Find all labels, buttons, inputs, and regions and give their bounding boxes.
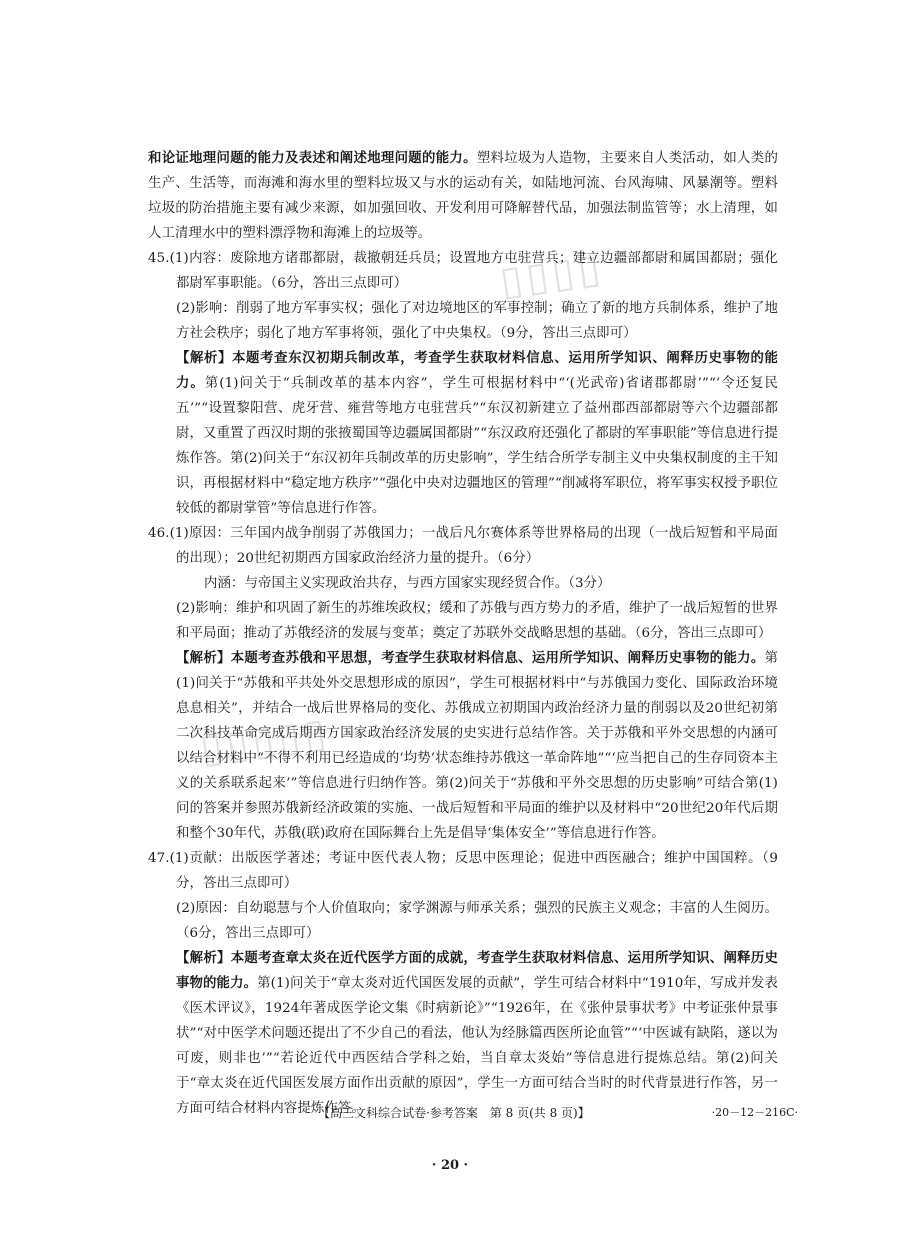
geography-answer-paragraph	[148, 146, 778, 246]
q46-analysis	[148, 646, 778, 846]
q45-analysis-text: 第(1)问关于“兵制改革的基本内容”，学生可根据材料中“‘(光武帝)省诸郡都尉’”“‘令还复民五’”“设置黎阳营、虎牙营、雍营等地方屯驻营兵”“东汉初新建立了益州郡西部都尉等六个边疆部都尉，又重置了西汉时期的张掖蜀国等边疆属国都尉”“东汉政府还强化了都尉的军事职能”等信息进行提炼作答。第(2)问关于“东汉初年兵制改革的历史影响”，学生结合所学专制主义中央集权制度的主干知识，再根据材料中“稳定地方秩序”“强化中央对边疆地区的管理”“削减将军职位，将军事实权授予职位较低的都尉掌管”等信息进行作答。	[176, 376, 778, 516]
q47-analysis-label: 【解析】本题考查章太炎在近代医学方面的成就，考查学生获取材料信息、运用所学知识、阐释历史事物的能力。	[176, 950, 778, 991]
q45-part2: (2)影响：削弱了地方军事实权；强化了对边境地区的军事控制；确立了新的地方兵制体系，维护了地方社会秩序；弱化了地方军事将领，强化了中央集权。（9分，答出三点即可）	[176, 301, 778, 341]
page-footer	[318, 1104, 798, 1126]
q47-part1: 47.(1)贡献：出版医学著述；考证中医代表人物；反思中医理论；促进中西医融合；维护中国国粹。（9分，答出三点即可）	[148, 851, 778, 891]
answer-content	[148, 146, 778, 1121]
watermark-bottom: ▯▯▯▯▯	[197, 709, 333, 773]
watermark-top: ▯▯▯▯	[497, 244, 607, 306]
page-number: · 20 ·	[431, 1158, 469, 1173]
q45-analysis-label: 【解析】本题考查东汉初期兵制改革，考查学生获取材料信息、运用所学知识、阐释历史事物的能力。	[176, 350, 778, 391]
q45-analysis	[148, 346, 778, 521]
geography-answer-text: 塑料垃圾为人造物，主要来自人类活动，如人类的生产、生活等，而海滩和海水里的塑料垃圾又与水的运动有关，如陆地河流、台风海啸、风暴潮等。塑料垃圾的防治措施主要有减少来源，如加强回收、开发利用可降解替代品，加强法制监管等；水上清理，如人工清理水中的塑料漂浮物和海滩上的垃圾等。	[148, 151, 779, 241]
q46-part1: 46.(1)原因：三年国内战争削弱了苏俄国力；一战后凡尔赛体系等世界格局的出现（一战后短暂和平局面的出现）；20世纪初期西方国家政治经济力量的提升。（6分）	[148, 526, 778, 566]
q46-part1-connotation: 内涵：与帝国主义实现政治共存，与西方国家实现经贸合作。（3分）	[204, 576, 611, 591]
footer-code: ·20－12－216C·	[711, 1106, 798, 1119]
q47-analysis	[148, 946, 778, 1121]
q47-part2: (2)原因：自幼聪慧与个人价值取向；家学渊源与师承关系；强烈的民族主义观念；丰富的人生阅历。（6分，答出三点即可）	[176, 901, 778, 941]
q46-part2: (2)影响：维护和巩固了新生的苏维埃政权；缓和了苏俄与西方势力的矛盾，维护了一战后短暂的世界和平局面；推动了苏俄经济的发展与变革；奠定了苏联外交战略思想的基础。（6分，答出三点即可）	[176, 601, 778, 641]
footer-title: 【高三文科综合试卷·参考答案 第 8 页(共 8 页)】	[318, 1106, 590, 1120]
q46-analysis-label: 【解析】本题考查苏俄和平思想，考查学生获取材料信息、运用所学知识、阐释历史事物的能力。	[176, 650, 765, 666]
q45-part1: 45.(1)内容：废除地方诸郡都尉，裁撤朝廷兵员；设置地方屯驻营兵；建立边疆部都尉和属国都尉；强化都尉军事职能。（6分，答出三点即可）	[148, 251, 778, 291]
q47-analysis-text: 第(1)问关于“章太炎对近代国医发展的贡献”，学生可结合材料中“1910年，写成并发表《医术评议》，1924年著成医学论文集《时病新论》”“1926年，在《张仲景事状考》中考证张仲景事状”“对中医学术问题还提出了不少自己的看法，他认为经脉篇西医所论血管”“‘中医诚有缺陷，遂以为可废，则非也’”“若论近代中西医结合学科之始，当自章太炎始”等信息进行提炼总结。第(2)问关于“章太炎在近代国医发展方面作出贡献的原因”，学生一方面可结合当时的时代背景进行作答，另一方面可结合材料内容提炼作答。	[176, 976, 778, 1116]
geography-answer-lead: 和论证地理问题的能力及表述和阐述地理问题的能力。	[148, 150, 477, 166]
q46-analysis-text: 第(1)问关于“苏俄和平共处外交思想形成的原因”，学生可根据材料中“与苏俄国力变化、国际政治环境息息相关”，并结合一战后世界格局的变化、苏俄成立初期国内政治经济力量的削弱以及20世纪初第二次科技革命完成后期西方国家政治经济发展的史实进行总结作答。关于苏俄和平外交思想的内涵可以结合材料中“不得不利用已经造成的‘均势’状态维持苏俄这一革命阵地”“‘应当把自己的生存同资本主义的关系联系起来’”等信息进行归纳作答。第(2)问关于“苏俄和平外交思想的历史影响”可结合第(1)问的答案并参照苏俄新经济政策的实施、一战后短暂和平局面的维护以及材料中“20世纪20年代后期和整个30年代，苏俄(联)政府在国际舞台上先是倡导‘集体安全’”等信息进行作答。	[176, 651, 778, 841]
